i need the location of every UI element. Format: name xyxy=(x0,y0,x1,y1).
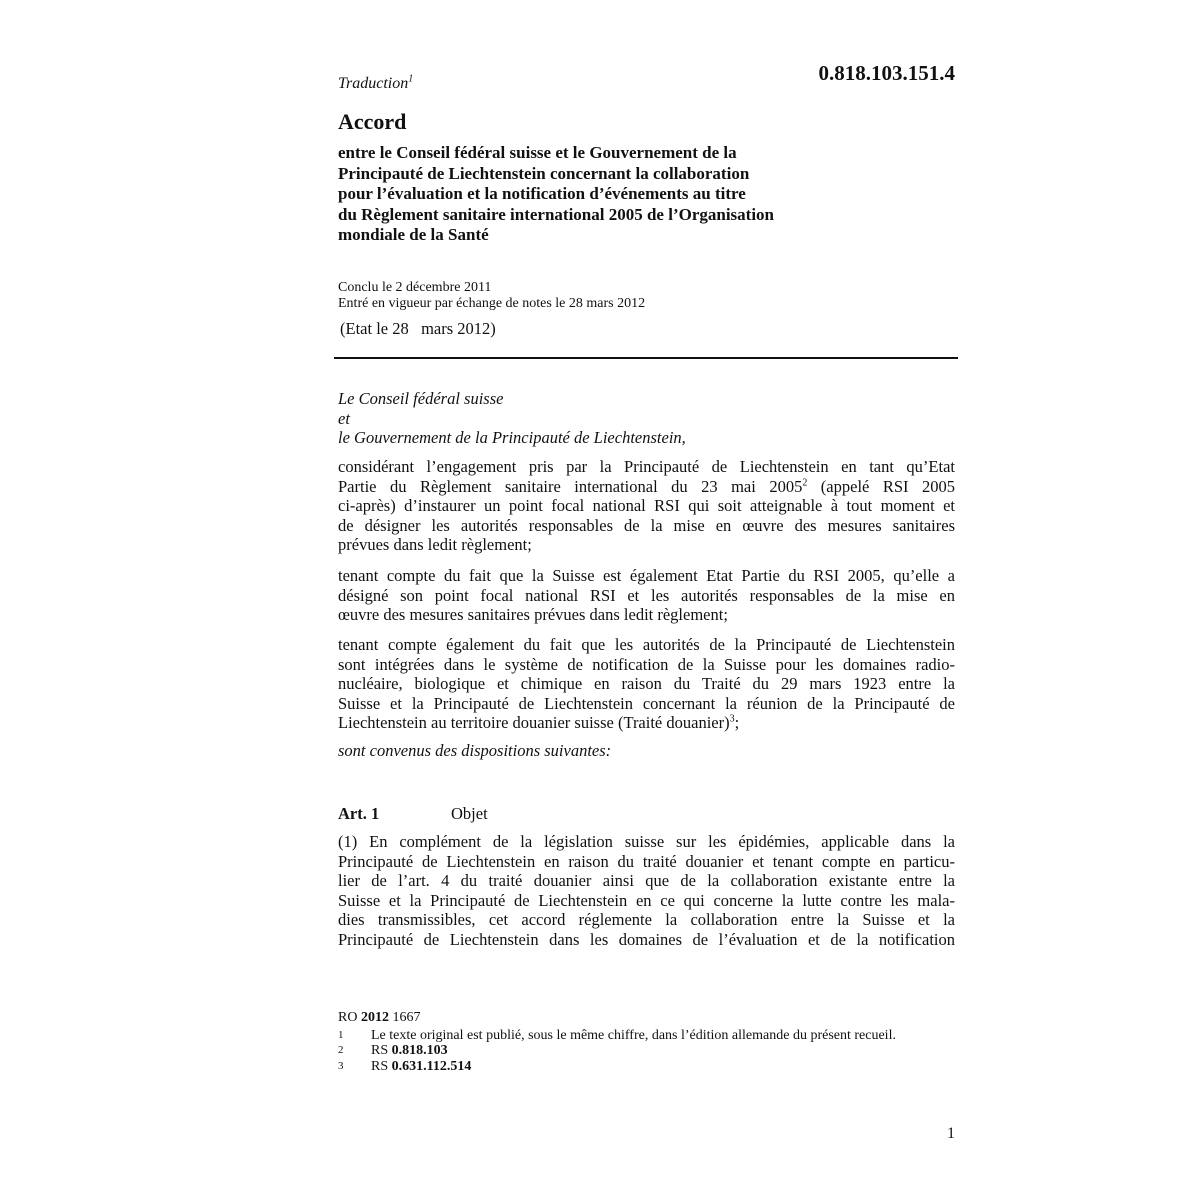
article-title: Objet xyxy=(451,804,488,823)
rs-prefix: RS xyxy=(371,1043,392,1058)
traduction-label xyxy=(338,74,413,94)
article-number: Art. 1 xyxy=(338,804,380,823)
footnotes xyxy=(338,1010,955,1074)
conclu-date: Conclu le 2 décembre 2011 xyxy=(338,280,492,295)
footnote-number: 1 xyxy=(338,1028,344,1041)
header-divider xyxy=(334,357,958,359)
preamble-paragraph-2 xyxy=(338,566,955,625)
text-line: nucléaire, biologique et chimique en raison du Traité du 29 mars 1923 entre la xyxy=(338,674,955,693)
ro-prefix: RO xyxy=(338,1010,361,1025)
text-line: de désigner les autorités responsables de la mise en œuvre des mesures sanitaires xyxy=(338,515,955,535)
text-line: désigné son point focal national RSI et les autorités responsables de la mise en xyxy=(338,585,955,605)
subtitle-line: entre le Conseil fédéral suisse et le Gouvernement de la xyxy=(338,143,737,162)
text-line: tenant compte également du fait que les autorités de la Principauté de Liechtenstein xyxy=(338,635,955,654)
document-page xyxy=(338,0,955,1200)
text-line: Suisse et la Principauté de Liechtenstein concernant la réunion de la Principauté de xyxy=(338,693,955,713)
preamble-conclusion: sont convenus des dispositions suivantes: xyxy=(338,741,612,760)
text-line: tenant compte du fait que la Suisse est également Etat Partie du RSI 2005, qu’elle a xyxy=(338,566,955,585)
text-fragment: Liechtenstein au territoire douanier suisse (Traité douanier) xyxy=(338,713,730,732)
text-line: Principauté de Liechtenstein en raison du traité douanier et tenant compte en particu- xyxy=(338,851,955,871)
ro-reference xyxy=(338,1010,955,1026)
traduction-text: Traduction xyxy=(338,75,409,92)
contracting-parties xyxy=(338,389,686,448)
party-conjunction: et xyxy=(338,408,350,428)
vigueur-date: Entré en vigueur par échange de notes le 28 mars 2012 xyxy=(338,295,646,311)
text-line: considérant l’engagement pris par la Principauté de Liechtenstein en tant qu’Etat xyxy=(338,457,955,476)
article-1-heading xyxy=(338,804,488,824)
footnote-1 xyxy=(338,1028,955,1044)
text-fragment: (appelé RSI 2005 xyxy=(807,476,955,496)
text-fragment: ; xyxy=(734,713,740,732)
footnote-ref-1[interactable]: 1 xyxy=(408,73,414,85)
text-line: dies transmissibles, cet accord réglemente la collaboration entre la Suisse et la xyxy=(338,910,955,929)
text-fragment: Partie du Règlement sanitaire international du 23 mai 2005 xyxy=(338,476,803,496)
party-switzerland: Le Conseil fédéral suisse xyxy=(338,389,504,408)
subtitle-line: Principauté de Liechtenstein concernant la collaboration xyxy=(338,163,750,183)
footnote-number: 3 xyxy=(338,1059,344,1072)
preamble-paragraph-3 xyxy=(338,635,955,733)
text-line: lier de l’art. 4 du traité douanier ainsi que de la collaboration existante entre la xyxy=(338,871,955,890)
page-number: 1 xyxy=(947,1125,955,1142)
footnote-2 xyxy=(338,1043,955,1059)
footnote-text xyxy=(371,1059,931,1075)
footnote-ref-2[interactable]: 2 xyxy=(802,477,808,488)
text-line: sont intégrées dans le système de notification de la Suisse pour les domaines radio- xyxy=(338,654,955,674)
sr-number: 0.818.103.151.4 xyxy=(818,61,955,85)
text-line: œuvre des mesures sanitaires prévues dans ledit règlement; xyxy=(338,605,728,624)
document-title: Accord xyxy=(338,109,407,134)
preamble-paragraph-1 xyxy=(338,457,955,555)
rs-reference[interactable]: 0.631.112.514 xyxy=(391,1058,472,1074)
ro-year: 2012 xyxy=(360,1010,389,1025)
article-1-paragraph-1 xyxy=(338,832,955,949)
document-subtitle xyxy=(338,143,898,246)
footnote-text: Le texte original est publié, sous le même chiffre, dans l’édition allemande du présent recueil. xyxy=(371,1027,896,1043)
dates-block xyxy=(338,280,645,311)
text-line: (1) En complément de la législation suisse sur les épidémies, applicable dans la xyxy=(338,832,955,851)
footnote-3 xyxy=(338,1059,955,1075)
footnote-ref-3[interactable]: 3 xyxy=(729,713,735,725)
text-line: ci-après) d’instaurer un point focal national RSI qui soit atteignable à tout moment et xyxy=(338,496,955,515)
subtitle-line: du Règlement sanitaire international 2005 de l’Organisation xyxy=(338,204,775,224)
footnote-number: 2 xyxy=(338,1044,344,1056)
text-line: Principauté de Liechtenstein dans les domaines de l’évaluation et de la notification xyxy=(338,929,955,949)
etat-date: (Etat le 28 mars 2012) xyxy=(340,319,496,338)
ro-page: 1667 xyxy=(388,1010,421,1025)
text-line: Suisse et la Principauté de Liechtenstein en ce qui concerne la lutte contre les mala- xyxy=(338,890,955,910)
rs-prefix: RS xyxy=(371,1058,392,1074)
text-line: prévues dans ledit règlement; xyxy=(338,535,532,554)
rs-reference[interactable]: 0.818.103 xyxy=(391,1043,448,1058)
subtitle-line: pour l’évaluation et la notification d’événements au titre xyxy=(338,184,746,203)
subtitle-line: mondiale de la Santé xyxy=(338,225,489,244)
party-liechtenstein: le Gouvernement de la Principauté de Liechtenstein, xyxy=(338,428,686,447)
text-line xyxy=(338,713,955,733)
text-line xyxy=(338,477,955,497)
footnote-text xyxy=(371,1043,931,1059)
